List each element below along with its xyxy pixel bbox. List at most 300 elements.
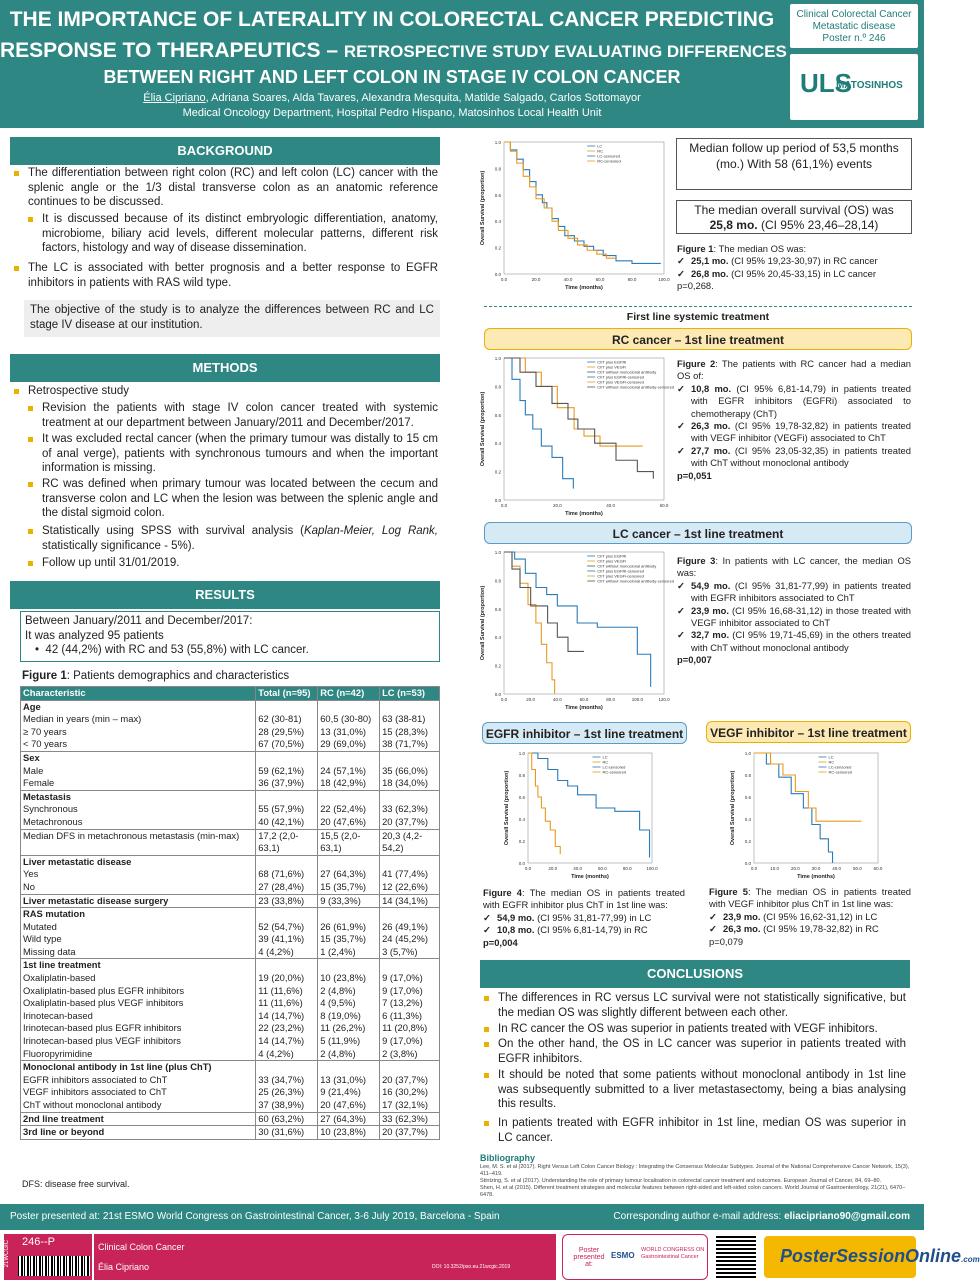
- legend-label: ChT plus EGFRi: [597, 359, 627, 365]
- table-cell: [21, 908, 256, 959]
- results-box-line-3-text: 42 (44,2%) with RC and 53 (55,8%) with LC cancer.: [45, 644, 309, 656]
- table-cell-line: 38 (71,7%): [382, 738, 428, 750]
- esmo-logo: ESMO: [611, 1251, 635, 1260]
- methods-bullet-1a: Revision the patients with stage IV colon cancer treated with systemic treatment at our department between January/2011 and December/2017.: [42, 402, 438, 429]
- results-box-line-3: • 42 (44,2%) with RC and 53 (55,8%) with LC cancer.: [35, 644, 309, 656]
- table-row: [21, 959, 440, 1061]
- table-cell: [318, 908, 380, 959]
- os-text-c: (CI 95% 23,46–28,14): [757, 218, 879, 232]
- table-footnote: DFS: disease free survival.: [22, 1179, 130, 1189]
- table-cell-line: Oxaliplatin-based plus EGFR inhibitors: [23, 984, 185, 996]
- legend-label: RC-censored: [828, 769, 853, 775]
- y-tick-label: 1.0: [494, 550, 501, 555]
- fig2-c1-text: (CI 95% 6,81-14,79) in patients treated with EGFR inhibitors (EGFRi) associated to chemotherapy (ChT): [691, 382, 911, 419]
- x-tick-label: 80.0: [606, 697, 616, 702]
- table-cell-line: 18 (42,9%): [320, 777, 367, 789]
- fig2-check-3: [677, 445, 911, 470]
- email-label: Corresponding author e-mail address:: [613, 1211, 785, 1222]
- figure-1-caption-block: [677, 243, 911, 293]
- legend-label: LC-censored: [828, 764, 852, 770]
- background-bullet-1a: It is discussed because of its distinct embryologic differentiation, anatomy, microbiome, biliary acid levels, different molecular patterns, different risk factors, histology and way of disease dissemination.: [42, 213, 438, 254]
- y-tick-label: 0.4: [494, 441, 501, 447]
- table-cell: [21, 700, 256, 751]
- table-cell-line: [258, 791, 315, 804]
- table-cell: [21, 959, 256, 1061]
- legend-label: ChT plus EGFRi: [597, 553, 627, 559]
- y-axis-label: Overall Survival (proportion): [480, 585, 486, 661]
- table-cell: [380, 855, 440, 894]
- first-line-heading: First line systemic treatment: [626, 311, 770, 323]
- fig3-check-1: [677, 580, 911, 605]
- fig3-c1-bold: 54,9 mo.: [691, 579, 731, 591]
- x-tick-label: 60.0: [579, 697, 589, 702]
- methods-heading: METHODS: [10, 354, 440, 382]
- y-axis-label: Overall Survival (proportion): [504, 770, 510, 846]
- table-cell: [21, 1126, 256, 1140]
- table-cell: [318, 1061, 380, 1112]
- legend-label: ChT plus VEGFi: [597, 558, 627, 564]
- fig2-p-value: p=0,051: [677, 469, 712, 481]
- conclusions-heading: CONCLUSIONS: [480, 960, 910, 988]
- fig2-intro-text: : The patients with RC cancer had a median OS of:: [677, 358, 912, 382]
- table-cell: [256, 700, 318, 751]
- y-tick-label: 0.0: [518, 861, 525, 866]
- x-tick-label: 0.0: [500, 697, 508, 702]
- table-cell-line: Age: [23, 700, 41, 712]
- fig3-p-value: p=0,007: [677, 654, 712, 666]
- methods-b1d-i: Kaplan-Meier, Log Rank,: [303, 525, 438, 537]
- first-author: Élia Cipriano: [143, 92, 206, 104]
- table-cell: [318, 790, 380, 829]
- table-cell-line: 25 (26,3%): [258, 1086, 305, 1098]
- y-tick-label: 0.4: [518, 817, 525, 822]
- table-cell-line: 20 (47,6%): [320, 815, 367, 827]
- x-tick-label: 20.0: [526, 697, 536, 702]
- fig5-c1-text: (CI 95% 16,62-31,12) in LC: [760, 910, 878, 922]
- y-tick-label: 0.2: [744, 839, 751, 844]
- fig4-check-2: [483, 924, 685, 936]
- bib-ref-1: Lee, M. S. et al (2017). Right Versus Left Colon Cancer Biology : Integrating the Consensus Molecular Subtypes. Journal of the National Comprehensive Cancer Network, 15(3), 411–419.: [480, 1164, 910, 1177]
- table-cell-line: Liver metastatic disease: [23, 855, 132, 867]
- fig3-check-2: [677, 605, 911, 630]
- title-line-2a: RESPONSE TO THERAPEUTICS –: [0, 39, 344, 62]
- table-cell-line: 2 (4,8%): [320, 984, 356, 996]
- table-cell: [21, 855, 256, 894]
- x-tick-label: 100.0: [646, 866, 658, 871]
- table-cell-line: 6 (11,3%): [382, 1009, 423, 1021]
- table-cell-line: 55 (57,9%): [258, 803, 305, 815]
- y-tick-label: 0.4: [494, 219, 501, 225]
- fig4-p-value: p=0,004: [483, 936, 518, 948]
- legend-label: RC: [597, 148, 603, 154]
- figure-4-km-chart: [500, 745, 660, 885]
- x-tick-label: 80.0: [622, 866, 632, 871]
- fig3-c3-bold: 32,7 mo.: [691, 629, 730, 641]
- poster-header: [0, 0, 924, 128]
- x-tick-label: 100.0: [658, 277, 670, 282]
- legend-label: ChT without monoclonal antibody-censored: [597, 384, 675, 390]
- legend-label: LC: [828, 754, 834, 760]
- table-cell-line: 4 (4,2%): [258, 1047, 294, 1059]
- fig2-c2-bold: 26,3 mo.: [691, 420, 731, 432]
- legend-label: LC-censored: [597, 153, 621, 159]
- table-cell-line: 5 (11,9%): [320, 1035, 361, 1047]
- fig5-check-1: [709, 911, 911, 923]
- table-cell-line: 17 (32,1%): [382, 1099, 428, 1110]
- brand-1: Poster: [780, 1246, 837, 1266]
- table-cell-line: 16 (30,2%): [382, 1086, 428, 1098]
- table-cell: [318, 855, 380, 894]
- table-cell-line: [382, 1061, 437, 1074]
- congress-logo: WORLD CONGRESS ON Gastrointestinal Cancer: [641, 1247, 705, 1260]
- table-cell: [21, 894, 256, 908]
- figure-1-km-chart: [476, 134, 672, 296]
- x-tick-label: 50.0: [852, 866, 862, 871]
- y-tick-label: 1.0: [494, 356, 501, 361]
- fig3-c2-bold: 23,9 mo.: [691, 604, 729, 616]
- affiliation: Medical Oncology Department, Hospital Pedro Hispano, Matosinhos Local Health Unit: [182, 107, 602, 119]
- rc-first-line-pill: RC cancer – 1st line treatment: [484, 328, 912, 350]
- table-cell-line: Median in years (min – max): [23, 713, 142, 725]
- table-cell-line: [382, 908, 437, 921]
- table-cell-line: 19 (20,0%): [258, 972, 305, 984]
- figure-1-intro: [677, 243, 911, 255]
- table-cell-line: [258, 752, 315, 765]
- conclusion-2: In RC cancer the OS was superior in patients treated with VEGF inhibitors.: [498, 1022, 906, 1037]
- x-axis-label: Time (months): [565, 511, 603, 517]
- fig3-c3-text: (CI 95% 19,71-45,69) in the others treated with ChT without monoclonal antibody: [691, 629, 911, 653]
- legend-label: ChT without monoclonal antibody: [597, 563, 657, 569]
- table-row: [21, 1126, 440, 1140]
- table-cell: [380, 894, 440, 908]
- table-cell-line: 23 (33,8%): [258, 894, 305, 906]
- fig3-label: Figure 3: [677, 555, 716, 566]
- fig1-c2-text: (CI 95% 20,45-33,15) in LC cancer: [728, 267, 877, 279]
- table-cell-line: 2 (3,8%): [382, 1047, 418, 1059]
- table-cell-line: 60,5 (30-80): [320, 713, 372, 725]
- authors: [0, 92, 784, 104]
- title-line-3: BETWEEN RIGHT AND LEFT COLON IN STAGE IV COLON CANCER: [103, 67, 681, 87]
- background-bullet-2: The LC is associated with better prognosis and a better response to EGFR inhibitors in patients with RAS wild type.: [28, 262, 438, 289]
- table-cell-line: 18 (34,0%): [382, 777, 428, 789]
- table-cell: [380, 829, 440, 855]
- table-cell-line: 17,2 (2,0-63,1): [258, 829, 299, 854]
- fig3-c1-text: (CI 95% 31,81-77,99) in patients treated with EGFR inhibitors associated to ChT: [691, 579, 911, 604]
- title-line-2: [0, 39, 787, 63]
- table-cell-line: 27 (64,3%): [320, 1112, 367, 1124]
- os-text-a: The median overall survival (OS) was: [694, 203, 894, 217]
- fig2-c3-bold: 27,7 mo.: [691, 444, 731, 456]
- tag-line-3: Poster n.º 246: [822, 33, 886, 44]
- table-cell-line: [382, 856, 437, 869]
- table-cell-line: 24 (57,1%): [320, 764, 367, 776]
- table-cell-line: 9 (17,0%): [382, 972, 423, 984]
- y-tick-label: 0.6: [744, 795, 751, 800]
- table-cell-line: [258, 856, 315, 869]
- table-cell-line: 14 (14,7%): [258, 1035, 305, 1047]
- y-tick-label: 0.2: [494, 245, 501, 251]
- fig1-c1-bold: 25,1 mo.: [691, 255, 729, 267]
- fig4-c1-text: (CI 95% 31,81-77,99) in LC: [534, 911, 652, 923]
- table-cell-line: 20 (37,7%): [382, 815, 428, 827]
- table-cell-line: 1 (2,4%): [320, 945, 356, 957]
- table-cell-line: No: [23, 880, 35, 892]
- background-heading: BACKGROUND: [10, 137, 440, 165]
- figure-4-caption-block: [483, 887, 685, 949]
- legend-label: ChT plus EGFRi-censored: [597, 374, 645, 380]
- y-axis-label: Overall Survival (proportion): [480, 391, 486, 467]
- table-cell-line: Oxaliplatin-based: [23, 972, 96, 984]
- section-divider: [484, 306, 912, 307]
- y-tick-label: 0.8: [494, 578, 501, 584]
- table-cell-line: 36 (37,9%): [258, 777, 305, 789]
- figure-2-intro: [677, 358, 911, 383]
- methods-bullet-1e: Follow up until 31/01/2019.: [42, 556, 438, 571]
- table-cell-line: Median DFS in metachronous metastasis (min-max): [23, 829, 240, 841]
- table-cell-line: RAS mutation: [23, 908, 85, 920]
- table-cell-line: Missing data: [23, 945, 76, 957]
- x-tick-label: 40.0: [573, 866, 582, 871]
- code-panel: [4, 1234, 92, 1280]
- table-cell: [256, 908, 318, 959]
- y-tick-label: 0.8: [494, 166, 501, 172]
- table-cell-line: 22 (23,2%): [258, 1022, 305, 1034]
- table-cell-line: Metachronous: [23, 815, 83, 827]
- table-cell-line: [258, 1061, 315, 1074]
- objective-box: The objective of the study is to analyze the differences between RC and LC stage IV disease at our institution.: [24, 300, 440, 337]
- bottom-strip: [0, 1232, 980, 1280]
- table-cell-line: 20,3 (4,2-54,2): [382, 829, 423, 854]
- table-cell-line: [382, 701, 437, 714]
- table-cell-line: 9 (21,4%): [320, 1086, 361, 1098]
- figure-1-title: [22, 669, 442, 684]
- legend-label: LC: [597, 143, 603, 149]
- table-cell-line: 28 (29,5%): [258, 725, 305, 737]
- table-cell-line: [258, 908, 315, 921]
- bib-ref-2: Stintzing, S. et al (2017). Understanding the role of primary tumour localisation in colorectal cancer treatment and outcomes. European Journal of Cancer, 84, 69–80.: [480, 1178, 882, 1184]
- plot-frame: [504, 142, 664, 274]
- table-cell-line: 22 (52,4%): [320, 803, 367, 815]
- table-cell-line: 60 (63,2%): [258, 1112, 305, 1124]
- egfr-pill: EGFR inhibitor – 1st line treatment: [482, 722, 687, 744]
- fig1-c1-text: (CI 95% 19,23-30,97) in RC cancer: [728, 255, 878, 267]
- table-row: [21, 1061, 440, 1112]
- table-cell-line: 68 (71,6%): [258, 868, 305, 880]
- table-cell-line: [320, 791, 377, 804]
- qr-code-icon: [716, 1236, 756, 1278]
- brand-3: .com: [961, 1255, 980, 1264]
- table-row: [21, 908, 440, 959]
- conclusion-1: The differences in RC versus LC survival were not statistically significative, but the median OS was slightly different between each other.: [498, 992, 906, 1019]
- table-cell: [318, 700, 380, 751]
- fig1-intro-text: : The median OS was:: [713, 243, 807, 254]
- table-cell: [256, 855, 318, 894]
- brand-2: SessionOnline: [836, 1246, 962, 1266]
- table-cell-line: 9 (17,0%): [382, 1035, 423, 1047]
- fig2-c3-text: (CI 95% 23,05-32,35) in patients treated with ChT without monoclonal antibody: [691, 444, 911, 469]
- table-cell-line: 24 (45,2%): [382, 933, 428, 945]
- table-cell: [21, 829, 256, 855]
- poster-code: 246--P: [22, 1236, 56, 1248]
- y-tick-label: 0.6: [518, 795, 525, 800]
- figure-2-caption-block: [677, 358, 911, 482]
- x-axis-label: Time (months): [571, 874, 609, 880]
- methods-bullet-1c: RC was defined when primary tumour was located between the cecum and transverse colon and LC when the lesion was between the splenic angle and the distal sigmoid colon.: [42, 478, 438, 519]
- fig1-c2-bold: 26,8 mo.: [691, 267, 729, 279]
- table-cell-line: [320, 752, 377, 765]
- x-tick-label: 80.0: [627, 277, 637, 282]
- x-tick-label: 60.0: [598, 866, 607, 871]
- figure-5-caption-block: [709, 886, 911, 948]
- results-summary-box: [20, 611, 440, 662]
- followup-box: Median follow up period of 53,5 months (mo.) With 58 (61,1%) events: [676, 138, 912, 190]
- legend-label: RC: [602, 759, 609, 765]
- congress-panel: [562, 1234, 708, 1280]
- table-cell: [256, 1061, 318, 1112]
- results-box-line-2: It was analyzed 95 patients: [25, 629, 164, 642]
- figure-1-caption: : Patients demographics and characteristics: [66, 670, 290, 682]
- table-cell-line: 13 (31,0%): [320, 725, 367, 737]
- table-cell-line: Monoclonal antibody in 1st line (plus ChT): [23, 1061, 212, 1073]
- table-cell-line: 15 (28,3%): [382, 725, 428, 737]
- barcode-icon: [18, 1256, 90, 1276]
- fig2-c1-bold: 10,8 mo.: [691, 382, 732, 394]
- table-cell-line: 14 (14,7%): [258, 1009, 305, 1021]
- table-cell-line: 11 (11,6%): [258, 984, 303, 996]
- table-cell-line: Fluoropyrimidine: [23, 1047, 93, 1059]
- table-cell-line: 20 (37,7%): [382, 1126, 428, 1138]
- table-cell-line: [320, 908, 377, 921]
- table-cell-line: ≥ 70 years: [23, 725, 67, 737]
- table-cell-line: 13 (31,0%): [320, 1073, 367, 1085]
- table-cell-line: [320, 959, 377, 972]
- legend-label: RC-censored: [597, 158, 621, 164]
- table-cell-line: 52 (54,7%): [258, 920, 305, 932]
- table-cell-line: 33 (34,7%): [258, 1073, 305, 1085]
- y-tick-label: 0.0: [494, 692, 501, 697]
- bibliography: [480, 1153, 912, 1199]
- fig4-label: Figure 4: [483, 887, 522, 898]
- table-cell-line: 67 (70,5%): [258, 738, 305, 750]
- table-cell-line: 15,5 (2,0-63,1): [320, 829, 361, 854]
- figure-3-km-chart: [476, 544, 675, 716]
- y-tick-label: 0.0: [494, 498, 501, 503]
- table-cell-line: 12 (22,6%): [382, 880, 428, 892]
- figure-5-km-chart: [726, 745, 886, 885]
- table-cell: [380, 908, 440, 959]
- logo-text: MATOSINHOS: [836, 80, 903, 91]
- fig4-c2-bold: 10,8 mo.: [497, 924, 535, 936]
- conclusion-4: It should be noted that some patients without monoclonal antibody in 1st line was subsequently submitted to a liver metastasectomy, being a bias analysing this results.: [498, 1069, 906, 1110]
- table-header-3: LC (n=53): [380, 687, 440, 701]
- table-cell: [21, 751, 256, 790]
- x-tick-label: 120.0: [658, 697, 670, 702]
- table-cell-line: VEGF inhibitors associated to ChT: [23, 1086, 167, 1098]
- legend-label: ChT without monoclonal antibody: [597, 369, 657, 375]
- table-cell-line: 20 (37,7%): [382, 1073, 428, 1085]
- fig1-p-value: p=0,268.: [677, 280, 714, 292]
- legend-label: LC: [602, 754, 608, 760]
- footer-bar: [0, 1204, 924, 1230]
- table-cell-line: [382, 791, 437, 804]
- table-cell-line: [320, 701, 377, 714]
- table-cell-line: 11 (20,8%): [382, 1022, 428, 1034]
- x-tick-label: 40.0: [606, 503, 616, 508]
- table-cell-line: 26 (49,1%): [382, 920, 428, 932]
- table-cell: [21, 1061, 256, 1112]
- title-line-1: THE IMPORTANCE OF LATERALITY IN COLORECTAL CANCER PREDICTING: [9, 8, 775, 31]
- title-line-2b: RETROSPECTIVE STUDY EVALUATING DIFFERENCES: [343, 42, 787, 61]
- x-tick-label: 40.0: [832, 866, 842, 871]
- y-tick-label: 0.0: [494, 272, 501, 277]
- x-tick-label: 60.0: [595, 277, 605, 282]
- figure-1-label: Figure 1: [22, 670, 67, 682]
- contact: [613, 1204, 910, 1230]
- y-tick-label: 0.4: [494, 635, 501, 641]
- x-tick-label: 40.0: [552, 697, 562, 702]
- figure-5-intro: [709, 886, 911, 911]
- y-tick-label: 0.8: [494, 384, 501, 390]
- results-heading: RESULTS: [10, 581, 440, 609]
- figure-4-intro: [483, 887, 685, 912]
- table-cell: [256, 1112, 318, 1126]
- plot-frame: [528, 753, 652, 863]
- bib-ref-3: Shen, H. et al (2015). Different treatment strategies and molecular features between right-sided and left-sided colon cancers. World Journal of Gastroenterology, 21(21), 6470–6478.: [480, 1185, 906, 1198]
- table-cell: [380, 790, 440, 829]
- table-cell-line: Irinotecan-based plus EGFR inhibitors: [23, 1022, 182, 1034]
- table-cell-line: 15 (35,7%): [320, 880, 367, 892]
- table-cell: [318, 894, 380, 908]
- poster-presented-at: Poster presented at:: [573, 1247, 605, 1268]
- table-cell-line: 37 (38,9%): [258, 1099, 305, 1110]
- fig3-intro-text: : In patients with LC cancer, the median OS was:: [677, 555, 911, 579]
- y-tick-label: 1.0: [744, 751, 751, 756]
- x-tick-label: 20.0: [790, 866, 800, 871]
- x-tick-label: 20.0: [548, 866, 558, 871]
- fig5-c1-bold: 23,9 mo.: [723, 910, 761, 922]
- table-cell-line: 15 (35,7%): [320, 933, 367, 945]
- table-cell: [380, 751, 440, 790]
- table-cell: [256, 1126, 318, 1140]
- fig4-check-1: [483, 912, 685, 924]
- fig4-c1-bold: 54,9 mo.: [497, 911, 535, 923]
- table-cell-line: Metastasis: [23, 790, 71, 802]
- conclusion-3: On the other hand, the OS in LC cancer was superior in patients treated with EGFR inhibitors.: [498, 1038, 906, 1065]
- bibliography-heading: Bibliography: [480, 1153, 536, 1163]
- table-row: [21, 790, 440, 829]
- email-link[interactable]: eliacipriano90@gmail.com: [784, 1211, 910, 1222]
- table-cell-line: 10 (23,8%): [320, 972, 367, 984]
- y-tick-label: 0.0: [744, 861, 751, 866]
- postersessiononline-logo: [764, 1236, 980, 1278]
- table-row: [21, 894, 440, 908]
- legend-label: RC-censored: [602, 769, 627, 775]
- table-header-row: [21, 687, 440, 701]
- table-cell-line: 11 (26,2%): [320, 1022, 366, 1034]
- fig5-c2-text: (CI 95% 19,78-32,82) in RC: [760, 923, 879, 935]
- table-cell-line: Sex: [23, 751, 40, 763]
- table-cell-line: 27 (28,4%): [258, 880, 305, 892]
- x-tick-label: 30.0: [811, 866, 821, 871]
- table-cell: [256, 751, 318, 790]
- conclusion-5: In patients treated with EGFR inhibitor in 1st line, median OS was superior in LC cancer.: [498, 1117, 906, 1144]
- y-tick-label: 1.0: [518, 751, 525, 756]
- fig5-p-value: p=0,079: [709, 935, 744, 947]
- table-cell-line: 35 (66,0%): [382, 764, 428, 776]
- table-cell-line: Synchronous: [23, 803, 78, 815]
- fig3-c2-text: (CI 95% 16,68-31,12) in those treated with VEGF inhibitor associated to ChT: [691, 604, 911, 629]
- x-tick-label: 0.0: [524, 866, 532, 871]
